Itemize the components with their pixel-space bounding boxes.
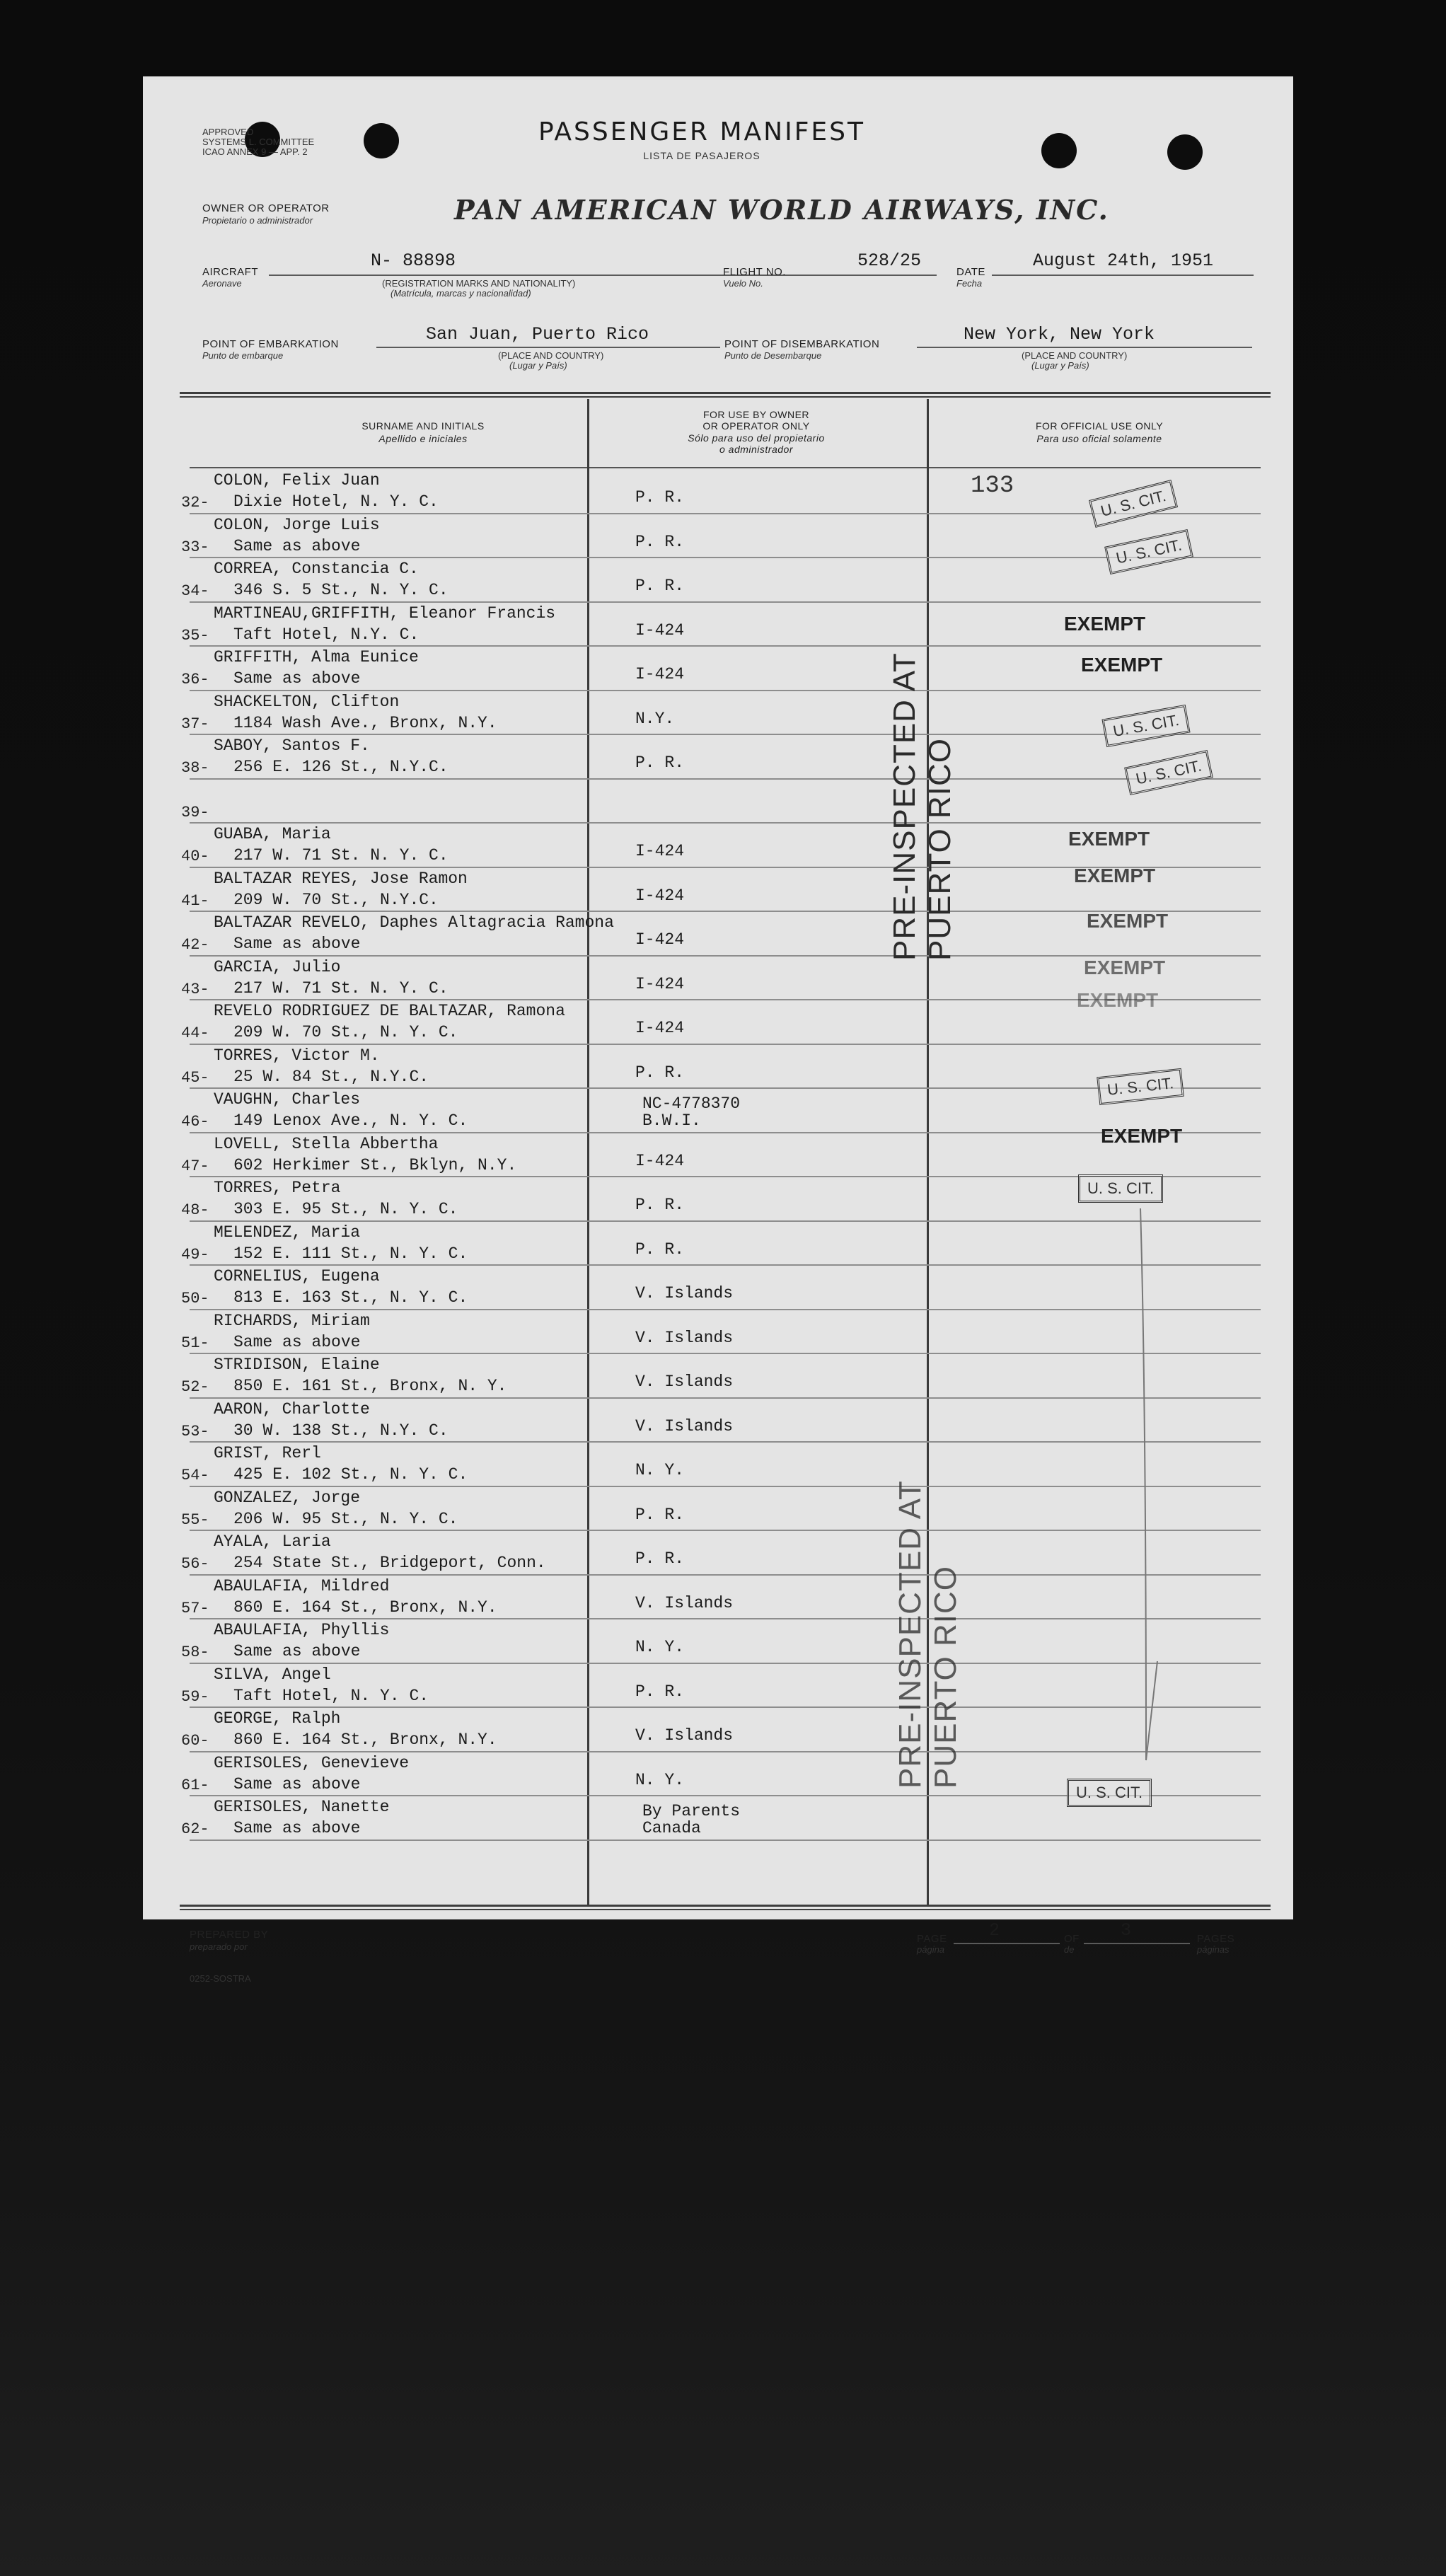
row-number: 47- (181, 1157, 209, 1175)
exempt-stamp: EXEMPT (1081, 654, 1163, 676)
passenger-name: AYALA, Laria (214, 1532, 331, 1551)
owner-use-value: P. R. (635, 1063, 685, 1082)
manifest-sheet (143, 76, 1293, 1984)
owner-use-value: NC-4778370 (642, 1094, 741, 1113)
page-label: PAGE (917, 1933, 947, 1945)
table-row (190, 1044, 1261, 1045)
row-number: 56- (181, 1555, 209, 1573)
row-number: 33- (181, 538, 209, 556)
passenger-name: GEORGE, Ralph (214, 1709, 341, 1728)
row-number: 62- (181, 1820, 209, 1838)
table-row (190, 645, 1261, 647)
table-top-rule (180, 392, 1271, 394)
row-number: 48- (181, 1201, 209, 1219)
passenger-name: COLON, Jorge Luis (214, 515, 380, 534)
owner-use-value: P. R. (635, 1240, 685, 1259)
table-row (190, 822, 1261, 824)
owner-use-value: V. Islands (635, 1593, 734, 1612)
ditto-line-icon (1126, 1208, 1169, 1774)
underline (917, 347, 1252, 348)
passenger-address: Same as above (233, 669, 361, 688)
owner-use-value: P. R. (635, 488, 685, 507)
owner-use-value: V. Islands (635, 1284, 734, 1303)
passenger-address: 346 S. 5 St., N. Y. C. (233, 581, 449, 599)
owner-label-es: Propietario o administrador (202, 215, 313, 226)
owner-use-value: N. Y. (635, 1638, 685, 1656)
owner-use-value: V. Islands (635, 1726, 734, 1745)
page-title: PASSENGER MANIFEST (538, 117, 866, 146)
passenger-name: BALTAZAR REVELO, Daphes Altagracia Ramona (214, 913, 614, 932)
passenger-name: MARTINEAU,GRIFFITH, Eleanor Francis (214, 603, 556, 623)
column-header-names: SURNAME AND INITIALS (362, 420, 485, 432)
table-row (190, 1353, 1261, 1354)
table-row (190, 1397, 1261, 1399)
column-header-names-es: Apellido e iniciales (378, 433, 468, 444)
disembark-label: POINT OF DISEMBARKATION (724, 338, 880, 350)
table-row (190, 690, 1261, 691)
passenger-address: 813 E. 163 St., N. Y. C. (233, 1288, 468, 1307)
passenger-name: STRIDISON, Elaine (214, 1356, 380, 1374)
exempt-stamp: EXEMPT (1077, 989, 1159, 1011)
passenger-name: GUABA, Maria (214, 825, 331, 843)
punch-hole-icon (364, 123, 399, 158)
passenger-name: GONZALEZ, Jorge (214, 1488, 361, 1507)
passenger-address: 860 E. 164 St., Bronx, N.Y. (233, 1598, 497, 1617)
us-cit-stamp: U. S. CIT. (1078, 1174, 1163, 1203)
passenger-name: SILVA, Angel (214, 1665, 331, 1684)
prepared-label-es: preparado por (190, 1941, 248, 1952)
passenger-name: GARCIA, Julio (214, 957, 341, 976)
passenger-address: Same as above (233, 935, 361, 953)
passenger-address: 1184 Wash Ave., Bronx, N.Y. (233, 713, 497, 732)
owner-use-value: N. Y. (635, 1461, 685, 1479)
row-number: 57- (181, 1599, 209, 1617)
owner-use-value: P. R. (635, 577, 685, 595)
date-label: DATE (956, 266, 985, 278)
passenger-address: 602 Herkimer St., Bklyn, N.Y. (233, 1155, 517, 1174)
passenger-name: VAUGHN, Charles (214, 1090, 361, 1109)
place-note-es: (Lugar y País) (1031, 360, 1089, 371)
row-number: 42- (181, 936, 209, 954)
table-row (190, 734, 1261, 735)
us-cit-stamp: U. S. CIT. (1089, 480, 1178, 528)
passenger-name: SABOY, Santos F. (214, 737, 370, 755)
table-bottom-rule (180, 1909, 1271, 1910)
exempt-stamp: EXEMPT (1068, 828, 1150, 850)
passenger-address: 217 W. 71 St. N. Y. C. (233, 978, 449, 998)
preinspected-stamp: PRE-INSPECTED AT PUERTO RICO (887, 653, 957, 961)
registration-note: (REGISTRATION MARKS AND NATIONALITY) (382, 278, 576, 289)
passenger-address: 256 E. 126 St., N.Y.C. (233, 758, 449, 776)
page-subtitle: LISTA DE PASAJEROS (643, 150, 760, 161)
us-cit-stamp: U. S. CIT. (1124, 750, 1213, 795)
owner-use-value: N. Y. (635, 1770, 685, 1789)
passenger-address: Taft Hotel, N. Y. C. (233, 1686, 429, 1705)
passenger-name: MELENDEZ, Maria (214, 1223, 361, 1242)
punch-hole-icon (1167, 134, 1203, 170)
us-cit-stamp: U. S. CIT. (1101, 705, 1190, 747)
passenger-address: Same as above (233, 1774, 361, 1794)
passenger-address: 850 E. 161 St., Bronx, N. Y. (233, 1377, 507, 1395)
passenger-name: GERISOLES, Nanette (214, 1798, 390, 1816)
aircraft-label: AIRCRAFT (202, 266, 258, 278)
row-number: 59- (181, 1687, 209, 1706)
row-number: 54- (181, 1467, 209, 1484)
table-row (190, 1839, 1261, 1841)
owner-use-value: N.Y. (635, 709, 675, 728)
column-header-owner: FOR USE BY OWNER (702, 409, 810, 420)
flight-label-es: Vuelo No. (723, 278, 763, 289)
underline (954, 1943, 1060, 1944)
passenger-name: TORRES, Victor M. (214, 1046, 380, 1065)
column-divider (587, 399, 589, 1905)
row-number: 45- (181, 1068, 209, 1087)
passenger-address: 425 E. 102 St., N. Y. C. (233, 1465, 468, 1484)
approval-line: SYSTEMS L. COMMITTEE (202, 137, 315, 147)
us-cit-stamp: U. S. CIT. (1097, 1068, 1184, 1105)
table-row (190, 778, 1261, 780)
owner-use-value: P. R. (635, 1505, 685, 1524)
aircraft-label-es: Aeronave (202, 278, 242, 289)
disembark-label-es: Punto de Desembarque (724, 350, 822, 361)
owner-use-value: P. R. (635, 532, 685, 551)
of-label-es: de (1064, 1944, 1075, 1955)
place-note: (PLACE AND COUNTRY) (498, 350, 604, 361)
row-number: 52- (181, 1378, 209, 1396)
owner-use-value: B.W.I. (642, 1111, 701, 1130)
date-value: August 24th, 1951 (1033, 250, 1214, 271)
pages-label: PAGES (1197, 1933, 1235, 1945)
passenger-address: Same as above (233, 1332, 361, 1351)
place-note: (PLACE AND COUNTRY) (1022, 350, 1128, 361)
passenger-name: SHACKELTON, Clifton (214, 692, 400, 711)
row-number: 49- (181, 1245, 209, 1264)
row-number: 40- (181, 848, 209, 865)
owner-use-value: I-424 (635, 620, 685, 640)
row-number: 46- (181, 1113, 209, 1131)
owner-use-value: I-424 (635, 1019, 685, 1037)
passenger-address: 209 W. 70 St., N. Y. C. (233, 1023, 458, 1041)
column-header-owner: OR OPERATOR ONLY (702, 420, 810, 432)
pages-label-es: páginas (1197, 1944, 1230, 1955)
owner-use-value: I-424 (635, 974, 685, 993)
page-total: 3 (1121, 1920, 1132, 1941)
table-row (190, 1618, 1261, 1619)
table-row (190, 1751, 1261, 1752)
row-number: 50- (181, 1290, 209, 1307)
us-cit-stamp: U. S. CIT. (1067, 1779, 1152, 1807)
exempt-stamp: EXEMPT (1064, 613, 1146, 635)
passenger-name: GRIFFITH, Alma Eunice (214, 648, 419, 666)
row-number: 38- (181, 759, 209, 777)
passenger-address: Same as above (233, 1819, 361, 1837)
owner-use-value: P. R. (635, 753, 685, 772)
passenger-name: LOVELL, Stella Abbertha (214, 1134, 439, 1153)
row-number: 35- (181, 626, 209, 645)
embark-label-es: Punto de embarque (202, 350, 284, 361)
owner-use-value: P. R. (635, 1196, 685, 1214)
embark-value: San Juan, Puerto Rico (426, 324, 649, 345)
owner-use-value: V. Islands (635, 1416, 734, 1436)
passenger-name: RICHARDS, Miriam (214, 1311, 370, 1330)
preinspected-stamp: PRE-INSPECTED AT PUERTO RICO (893, 1481, 963, 1789)
owner-use-value: I-424 (635, 842, 685, 860)
passenger-name: TORRES, Petra (214, 1179, 341, 1197)
underline (992, 275, 1254, 276)
form-code: 0252-SOSTRA (190, 1973, 251, 1984)
passenger-address: 209 W. 70 St., N.Y.C. (233, 890, 439, 909)
place-note-es: (Lugar y País) (509, 360, 567, 371)
row-number: 39- (181, 803, 209, 821)
exempt-stamp: EXEMPT (1101, 1125, 1183, 1147)
owner-use-value: V. Islands (635, 1373, 734, 1391)
row-number: 51- (181, 1334, 209, 1352)
table-row (190, 1220, 1261, 1222)
row-number: 43- (181, 980, 209, 998)
owner-use-value: P. R. (635, 1549, 685, 1568)
owner-use-value: I-424 (635, 665, 685, 683)
table-row (190, 1264, 1261, 1266)
passenger-name: GERISOLES, Genevieve (214, 1753, 410, 1772)
table-row (190, 1132, 1261, 1133)
row-number: 53- (181, 1422, 209, 1440)
underline (795, 275, 937, 276)
owner-use-value: V. Islands (635, 1328, 734, 1347)
table-top-rule (180, 396, 1271, 398)
passenger-address: 254 State St., Bridgeport, Conn. (233, 1554, 546, 1572)
table-row (190, 1663, 1261, 1664)
embark-label: POINT OF EMBARKATION (202, 338, 339, 350)
passenger-address: 206 W. 95 St., N. Y. C. (233, 1509, 458, 1528)
approval-line: APPROVED (202, 127, 254, 137)
registration-note-es: (Matrícula, marcas y nacionalidad) (391, 288, 531, 299)
official-count: 133 (971, 473, 1014, 499)
column-header-owner-es: o administrador (719, 444, 793, 455)
passenger-address: 149 Lenox Ave., N. Y. C. (233, 1111, 468, 1130)
column-header-owner-es: Sólo para uso del propietario (688, 432, 825, 444)
table-row (190, 1530, 1261, 1531)
date-label-es: Fecha (956, 278, 983, 289)
table-row (190, 1441, 1261, 1443)
owner-use-value: I-424 (635, 930, 685, 949)
passenger-name: GRIST, Rerl (214, 1444, 321, 1462)
punch-hole-icon (1041, 133, 1077, 168)
table-row (190, 1574, 1261, 1576)
table-row (190, 601, 1261, 603)
row-number: 44- (181, 1024, 209, 1042)
passenger-name: ABAULAFIA, Phyllis (214, 1621, 390, 1639)
passenger-name: AARON, Charlotte (214, 1399, 370, 1419)
row-number: 34- (181, 582, 209, 600)
table-row (190, 557, 1261, 558)
row-number: 37- (181, 715, 209, 733)
passenger-address: Same as above (233, 1642, 361, 1660)
airline-name: PAN AMERICAN WORLD AIRWAYS, INC. (454, 194, 1109, 226)
passenger-name: REVELO RODRIGUEZ DE BALTAZAR, Ramona (214, 1002, 565, 1020)
of-label: OF (1064, 1933, 1080, 1945)
us-cit-stamp: U. S. CIT. (1104, 529, 1193, 574)
row-number: 41- (181, 891, 209, 910)
passenger-address: 152 E. 111 St., N. Y. C. (233, 1244, 468, 1263)
owner-use-value: I-424 (635, 886, 685, 905)
row-number: 60- (181, 1732, 209, 1750)
column-header-official: FOR OFFICIAL USE ONLY (1035, 420, 1164, 432)
passenger-address: Dixie Hotel, N. Y. C. (233, 492, 439, 511)
table-row (190, 1486, 1261, 1487)
passenger-name: CORNELIUS, Eugena (214, 1267, 380, 1286)
flight-label: FLIGHT NO. (723, 266, 786, 278)
row-number: 58- (181, 1644, 209, 1661)
passenger-name: COLON, Felix Juan (214, 471, 380, 490)
underline (376, 347, 720, 348)
underline (1084, 1943, 1190, 1944)
owner-label: OWNER OR OPERATOR (202, 202, 330, 214)
page-number: 2 (989, 1920, 1000, 1941)
table-row (190, 1309, 1261, 1310)
table-bottom-rule (180, 1905, 1271, 1907)
passenger-address: 217 W. 71 St. N. Y. C. (233, 846, 449, 865)
exempt-stamp: EXEMPT (1087, 910, 1169, 932)
approval-line: ICAO ANNEX 9 — APP. 2 (202, 146, 308, 157)
owner-use-value: I-424 (635, 1151, 685, 1170)
row-number: 32- (181, 494, 209, 512)
passenger-address: 30 W. 138 St., N.Y. C. (233, 1421, 449, 1440)
row-number: 61- (181, 1776, 209, 1794)
exempt-stamp: EXEMPT (1084, 957, 1166, 978)
owner-use-value: Canada (642, 1819, 701, 1837)
passenger-name: BALTAZAR REYES, Jose Ramon (214, 869, 468, 888)
table-row (190, 1706, 1261, 1708)
passenger-address: Taft Hotel, N.Y. C. (233, 625, 420, 644)
disembark-value: New York, New York (964, 324, 1155, 345)
owner-use-value: By Parents (642, 1802, 741, 1820)
prepared-label: PREPARED BY (190, 1929, 269, 1941)
row-number: 36- (181, 671, 209, 688)
passenger-address: 303 E. 95 St., N. Y. C. (233, 1200, 458, 1218)
owner-use-value: P. R. (635, 1682, 685, 1701)
flight-value: 528/25 (857, 250, 922, 271)
column-header-official-es: Para uso oficial solamente (1036, 433, 1162, 444)
passenger-address: 860 E. 164 St., Bronx, N.Y. (233, 1731, 497, 1749)
passenger-address: 25 W. 84 St., N.Y.C. (233, 1067, 429, 1086)
aircraft-value: N- 88898 (371, 250, 456, 271)
passenger-name: ABAULAFIA, Mildred (214, 1576, 390, 1595)
exempt-stamp: EXEMPT (1074, 865, 1156, 886)
row-number: 55- (181, 1511, 209, 1529)
header-bottom-rule (190, 467, 1261, 468)
passenger-name: CORREA, Constancia C. (214, 560, 419, 578)
passenger-address: Same as above (233, 536, 361, 555)
page-label-es: página (917, 1944, 945, 1955)
